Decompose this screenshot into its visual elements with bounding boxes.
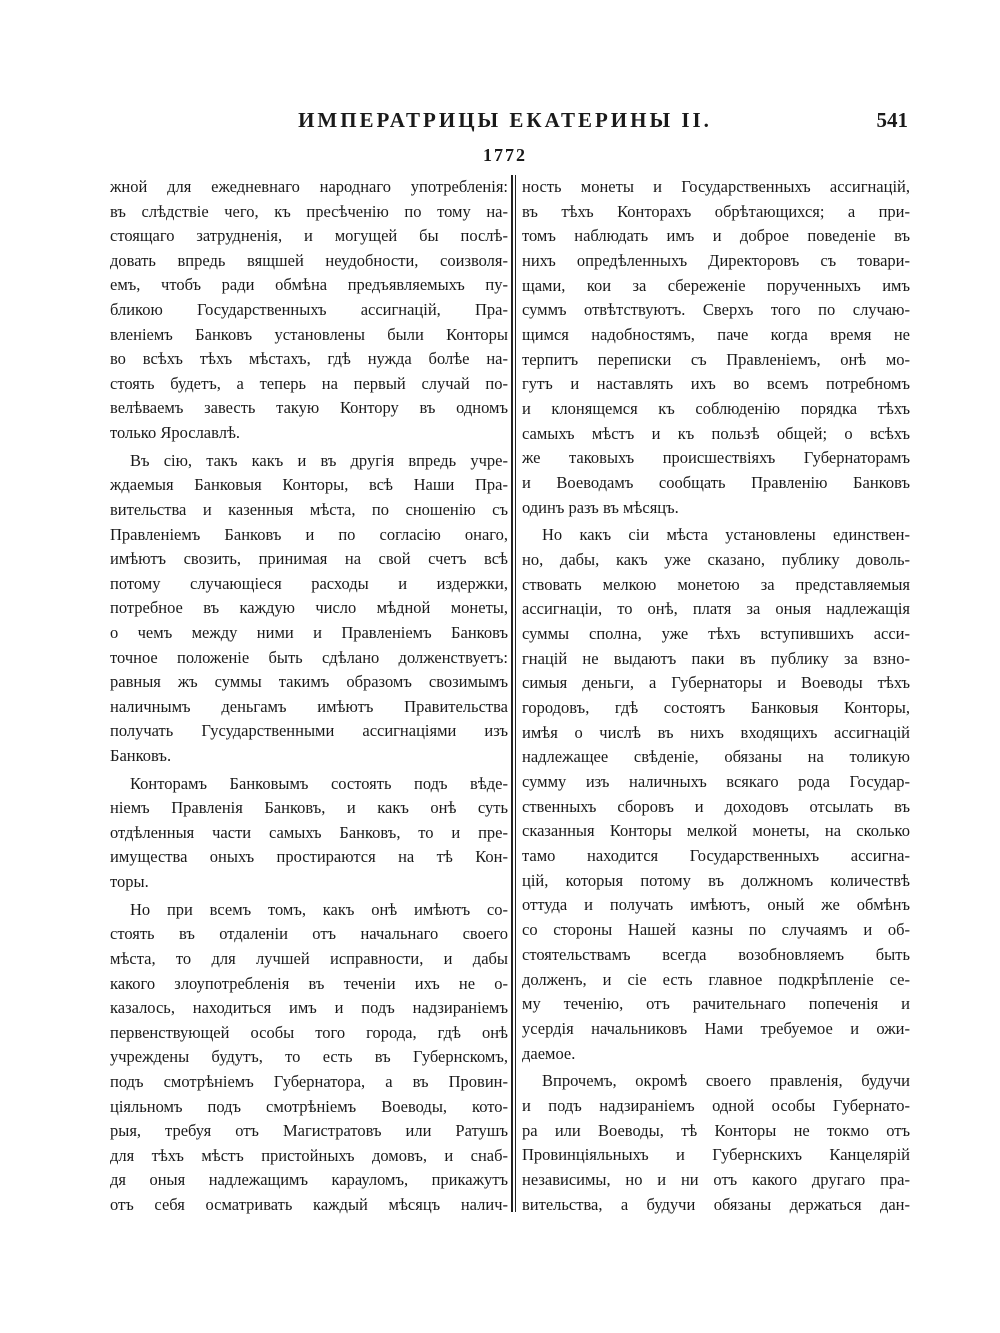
text-line: имущества оныхъ простираются на тѣ Кон- bbox=[110, 847, 508, 867]
text-line: вленіемъ Банковъ установлены были Конторы bbox=[110, 324, 508, 344]
text-line: Конторамъ Банковымъ состоять подъ вѣде- bbox=[130, 773, 508, 793]
text-line: ассигнаціи, то онѣ, платя за оныя надлежащія bbox=[522, 599, 910, 619]
text-line: и клонящемся къ соблюденію порядка тѣхъ bbox=[522, 399, 910, 419]
text-line: потребное въ каждую число мѣдной монеты, bbox=[110, 598, 508, 618]
text-line: симыя деньги, а Губернаторы и Воеводы тѣхъ bbox=[522, 673, 910, 693]
text-line: во всѣхъ тѣхъ мѣстахъ, гдѣ нужда болѣе на- bbox=[110, 349, 508, 369]
text-line: вительства, а будучи обязаны держаться дан- bbox=[522, 1194, 910, 1214]
text-line: надлежащее свѣденіе, обязаны на толикую bbox=[522, 747, 910, 767]
right-text-column bbox=[522, 176, 910, 1216]
text-line: отдѣленныя части самыхъ Банковъ, то и пре- bbox=[110, 822, 508, 842]
text-line: дя оныя надлежащимъ карауломъ, прикажутъ bbox=[110, 1170, 508, 1190]
left-text-column bbox=[110, 176, 508, 1216]
text-line: стоящаго затрудненія, и могущей бы послѣ- bbox=[110, 226, 508, 246]
year-heading: 1772 bbox=[483, 145, 527, 165]
text-line: Но какъ сіи мѣста установлены единствен- bbox=[542, 525, 910, 545]
text-line: имѣя о числѣ въ нихъ входящихъ ассигнацій bbox=[522, 722, 910, 742]
text-line: получать Гусударственными ассигнаціями изъ bbox=[110, 721, 508, 741]
text-line: Но при всемъ томъ, какъ онѣ имѣютъ со- bbox=[130, 899, 508, 919]
text-line: Провинціяльныхъ и Губернскихъ Канцелярій bbox=[522, 1145, 910, 1165]
text-line: тамо находится Государственныхъ ассигна- bbox=[522, 846, 910, 866]
text-line: имѣютъ свозить, принимая на свой счетъ всѣ bbox=[110, 549, 508, 569]
text-line: первенствующей особы того города, гдѣ онѣ bbox=[110, 1022, 508, 1042]
text-line: же таковыхъ происшествіяхъ Губернаторамъ bbox=[522, 448, 910, 468]
text-line: самыхъ мѣстъ и къ пользѣ общей; о всѣхъ bbox=[522, 423, 910, 443]
text-line: ственныхъ сборовъ и доходовъ отсылать въ bbox=[522, 796, 910, 816]
page-number: 541 bbox=[876, 108, 908, 132]
text-line: гутъ и наставлять ихъ во всемъ потребномъ bbox=[522, 374, 910, 394]
text-line: му теченію, отъ рачительнаго попеченія и bbox=[522, 994, 910, 1014]
text-line: сказанныя Конторы мелкой монеты, на сколько bbox=[522, 821, 910, 841]
text-line: стоять въ отдаленіи отъ начальнаго своего bbox=[110, 924, 508, 944]
text-line: сумму изъ наличныхъ всякаго рода Государ- bbox=[522, 772, 910, 792]
text-line: мѣста, то для лучшей исправности, и дабы bbox=[110, 948, 508, 968]
text-line: щимся надобностямъ, паче когда время не bbox=[522, 325, 910, 345]
text-line: бликою Государственныхъ ассигнацій, Пра- bbox=[110, 300, 508, 320]
text-line: равныя жъ суммы такимъ образомъ свозимымъ bbox=[110, 672, 508, 692]
text-line: учреждены будутъ, то есть въ Губернскомъ, bbox=[110, 1047, 508, 1067]
text-line: велѣваемъ завесть такую Контору въ одномъ bbox=[110, 398, 508, 418]
text-line: ціяльномъ подъ смотрѣніемъ Воеводы, кото- bbox=[110, 1096, 508, 1116]
text-line: рыя, требуя отъ Магистратовъ или Ратушъ bbox=[110, 1121, 508, 1141]
text-line: оттуда и получать имѣютъ, оный же обмѣнъ bbox=[522, 895, 910, 915]
text-line: Правленіемъ Банковъ и по согласію онаго, bbox=[110, 524, 508, 544]
text-line: суммъ отвѣтствуютъ. Сверхъ того по случаю- bbox=[522, 300, 910, 320]
text-line: ніемъ Правленія Банковъ, и какъ онѣ суть bbox=[110, 798, 508, 818]
text-line: и подъ надзираніемъ одной особы Губернато- bbox=[522, 1095, 910, 1115]
text-line: даемое. bbox=[522, 1043, 576, 1063]
text-line: цій, которыя потому въ должномъ количествѣ bbox=[522, 870, 910, 890]
text-line: точное положеніе быть сдѣлано долженствуетъ: bbox=[110, 647, 508, 667]
text-line: нихъ опредѣленныхъ Директоровъ съ товари- bbox=[522, 251, 910, 271]
text-line: довать впредь вящшей неудобности, соизволя- bbox=[110, 250, 508, 270]
text-line: въ слѣдствіе чего, къ пресѣченію по тому на- bbox=[110, 201, 508, 221]
text-line: торы. bbox=[110, 872, 149, 892]
text-line: гнацій не выдаютъ паки въ публику за взно- bbox=[522, 648, 910, 668]
text-line: въ тѣхъ Конторахъ обрѣтающихся; а при- bbox=[522, 201, 910, 221]
text-line: ствовать мелкою монетою за представляемыя bbox=[522, 574, 910, 594]
text-line: щами, кои за сбереженіе порученныхъ имъ bbox=[522, 275, 910, 295]
text-line: одинъ разъ въ мѣсяцъ. bbox=[522, 497, 679, 517]
text-line: для тѣхъ мѣстъ пристойныхъ домовъ, и снаб- bbox=[110, 1145, 508, 1165]
text-line: независимы, но и ни отъ какого другаго пра- bbox=[522, 1169, 910, 1189]
column-divider bbox=[511, 175, 513, 1212]
text-line: жной для ежедневнаго народнаго употребленія: bbox=[110, 177, 508, 196]
text-line: отъ себя осматривать каждый мѣсяцъ налич- bbox=[110, 1194, 508, 1214]
text-line: и Воеводамъ сообщать Правленію Банковъ bbox=[522, 473, 910, 493]
text-line: емъ, чтобъ ради обмѣна предъявляемыхъ пу- bbox=[110, 275, 508, 295]
text-line: подъ смотрѣніемъ Губернатора, а въ Провин- bbox=[110, 1071, 508, 1091]
text-line: городовъ, гдѣ состоятъ Банковыя Конторы, bbox=[522, 698, 910, 718]
text-line: ность монеты и Государственныхъ ассигнацій, bbox=[522, 177, 910, 196]
text-line: ра или Воеводы, тѣ Конторы не токмо отъ bbox=[522, 1120, 910, 1140]
text-line: усердія начальниковъ Нами требуемое и ожи- bbox=[522, 1018, 910, 1038]
text-line: наличнымъ деньгамъ имѣютъ Правительства bbox=[110, 696, 508, 716]
text-line: но, дабы, какъ уже сказано, публику доволь- bbox=[522, 550, 910, 570]
text-line: ждаемыя Банковыя Конторы, всѣ Наши Пра- bbox=[110, 475, 508, 495]
text-line: казалось, находиться имъ и подъ надзираніемъ bbox=[110, 998, 508, 1018]
text-line: Банковъ. bbox=[110, 746, 172, 766]
text-line: какого злоупотребленія въ теченіи ихъ не о- bbox=[110, 973, 508, 993]
text-line: суммы сполна, уже тѣхъ вступившихъ асси- bbox=[522, 624, 910, 644]
running-title: ИМПЕРАТРИЦЫ ЕКАТЕРИНЫ II. bbox=[298, 108, 712, 132]
text-line: долженъ, и сіе есть главное подкрѣпленіе се- bbox=[522, 969, 910, 989]
text-line: терпитъ переписки съ Правленіемъ, онѣ мо- bbox=[522, 349, 910, 369]
text-line: Въ сію, такъ какъ и въ другія впредь учре- bbox=[130, 450, 508, 470]
text-line: о чемъ между ними и Правленіемъ Банковъ bbox=[110, 622, 508, 642]
text-line: томъ наблюдать имъ и доброе поведеніе въ bbox=[522, 226, 910, 246]
text-line: стоять будетъ, а теперь на первый случай по- bbox=[110, 373, 508, 393]
text-line: со стороны Нашей казны по случаямъ и об- bbox=[522, 920, 910, 940]
column-divider bbox=[515, 175, 516, 1212]
text-line: потому случающіеся расходы и издержки, bbox=[110, 573, 508, 593]
text-line: только Ярославлѣ. bbox=[110, 423, 241, 443]
text-line: стоятельствамъ всегда возобновляемъ быть bbox=[522, 944, 910, 964]
text-line: Впрочемъ, окромѣ своего правленія, будучи bbox=[542, 1071, 910, 1091]
text-line: вительства и казенныя мѣста, по сношенію съ bbox=[110, 499, 508, 519]
